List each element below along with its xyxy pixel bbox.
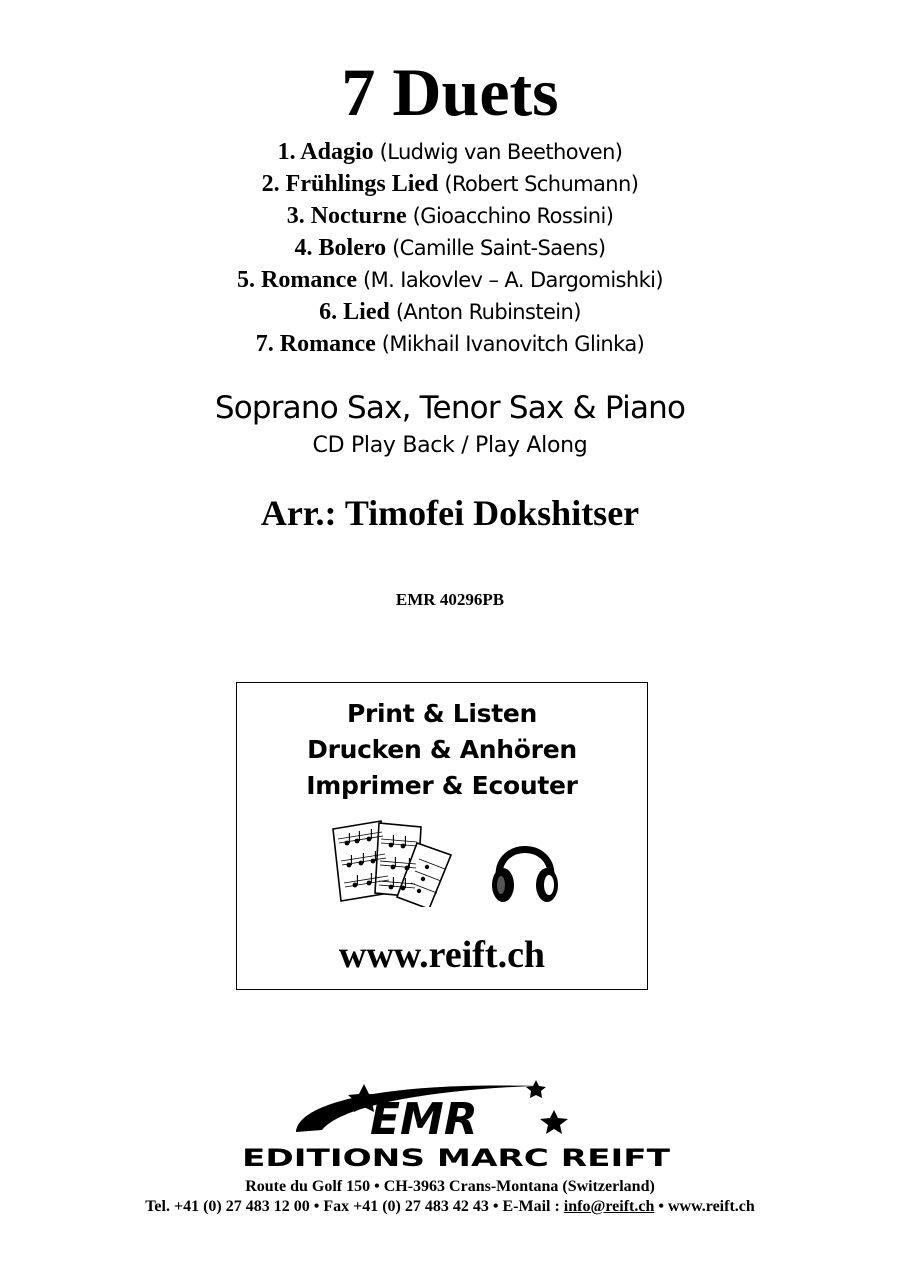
piece-item — [0, 168, 900, 200]
piece-composer: (Mikhail Ivanovitch Glinka) — [381, 332, 645, 356]
piece-composer: (Camille Saint-Saens) — [392, 236, 606, 260]
piece-composer: (Ludwig van Beethoven) — [379, 140, 623, 164]
instrumentation: Soprano Sax, Tenor Sax & Piano — [214, 390, 686, 426]
piece-list — [0, 136, 900, 360]
piece-item — [0, 296, 900, 328]
piece-title: 6. Lied — [319, 299, 390, 325]
piece-title: 2. Frühlings Lied — [261, 171, 439, 197]
contact-website: • www.reift.ch — [654, 1198, 755, 1215]
piece-title: 5. Romance — [237, 267, 357, 293]
headphones-icon — [489, 831, 561, 907]
page-title: 7 Duets — [341, 54, 559, 130]
email-link[interactable]: info@reift.ch — [563, 1198, 655, 1215]
piece-composer: (Gioacchino Rossini) — [412, 204, 614, 228]
piece-title: 3. Nocturne — [286, 203, 407, 229]
logo-publisher-name: EDITIONS MARC REIFT — [242, 1144, 671, 1170]
piece-item — [0, 232, 900, 264]
piece-title: 1. Adagio — [277, 139, 374, 165]
contact-phone-fax: Tel. +41 (0) 27 483 12 00 • Fax +41 (0) 27 483 42 43 • E-Mail : — [145, 1198, 564, 1215]
piece-title: 7. Romance — [255, 331, 376, 357]
sheet-music-icon — [329, 817, 455, 907]
piece-item — [0, 264, 900, 296]
catalog-code: EMR 40296PB — [395, 590, 505, 609]
piece-item — [0, 200, 900, 232]
print-listen-box — [236, 682, 648, 990]
emr-logo — [236, 1074, 676, 1170]
cd-playback-line: CD Play Back / Play Along — [312, 433, 588, 458]
piece-item — [0, 136, 900, 168]
arranger: Arr.: Timofei Dokshitser — [260, 493, 640, 533]
publisher-address: Route du Golf 150 • CH-3963 Crans-Montana (Switzerland) — [245, 1178, 655, 1195]
piece-composer: (Robert Schumann) — [444, 172, 639, 196]
publisher-contact — [0, 1198, 900, 1216]
piece-composer: (M. Iakovlev – A. Dargomishki) — [362, 268, 663, 292]
promo-line-en: Print & Listen — [346, 699, 538, 728]
promo-line-fr: Imprimer & Ecouter — [306, 771, 578, 800]
piece-title: 4. Bolero — [294, 235, 387, 261]
promo-url: www.reift.ch — [338, 934, 546, 976]
piece-item — [0, 328, 900, 360]
promo-line-de: Drucken & Anhören — [307, 735, 577, 764]
piece-composer: (Anton Rubinstein) — [395, 300, 581, 324]
logo-mark: EMR — [370, 1094, 478, 1145]
